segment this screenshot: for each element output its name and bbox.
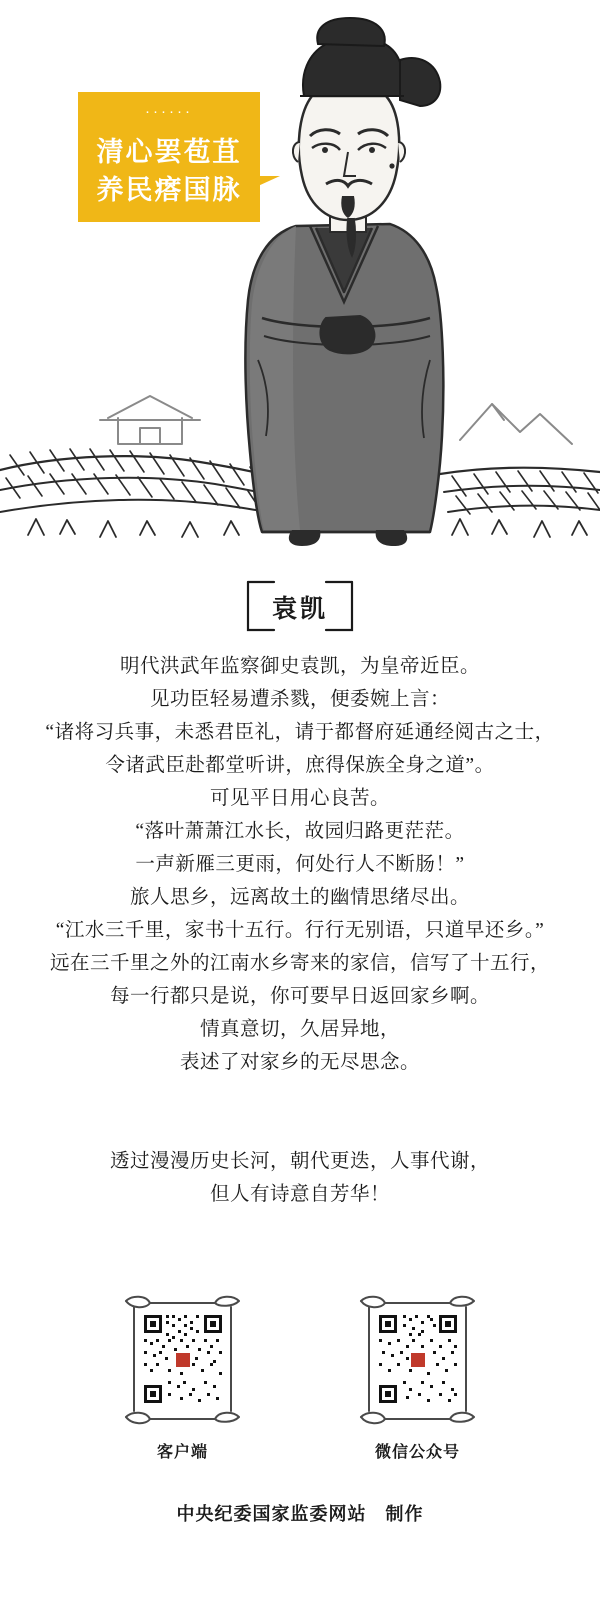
callout-line-2: 养民瘩国脉 [96,175,242,205]
article-line: 令诸武臣赴都堂听讲，庶得保族全身之道”。 [105,755,495,776]
footer-credit: 中央纪委国家监委网站 制作 [176,1504,424,1524]
article-line: 一声新雁三更雨，何处行人不断肠！” [135,854,465,875]
nameplate-area [0,580,600,650]
article-line: 可见平日用心良苦。 [209,788,390,809]
qr-block-app [120,1289,245,1462]
article-line: 情真意切，久居异地， [199,1019,400,1040]
callout-line-1: 清心罢苞苴 [96,137,242,167]
qr-block-wechat [355,1289,480,1462]
callout-tail [258,176,280,196]
scroll-frame [355,1289,480,1429]
article-line: 旅人思乡，远离故土的幽情思绪尽出。 [129,887,470,908]
ink-illustration [0,0,600,560]
scroll-frame [120,1289,245,1429]
article-line: “诸将习兵事，未悉君臣礼，请于都督府延通经阅古之士， [45,722,555,743]
article-line: “江水三千里，家书十五行。行行无别语，只道早还乡。” [55,920,545,941]
callout-dots: ······ [145,103,193,120]
qr-caption: 客户端 [156,1444,208,1461]
nameplate [244,580,356,632]
article-line: 远在三千里之外的江南水乡寄来的家信，信写了十五行， [49,953,550,974]
qr-code-icon[interactable] [120,1289,245,1429]
article-line: 每一行都只是说，你可要早日返回家乡啊。 [109,986,490,1007]
article-line: 表述了对家乡的无尽思念。 [179,1052,420,1073]
article-line: 见功臣轻易遭杀戮，便委婉上言： [149,689,450,710]
qr-code-icon[interactable] [355,1289,480,1429]
illustration-area [0,0,600,560]
qr-section [0,1289,600,1462]
quote-callout [78,92,260,222]
article-line: “落叶萧萧江水长，故园归路更茫茫。 [135,821,465,842]
qr-caption: 微信公众号 [374,1444,460,1461]
article-spacer [0,1079,600,1112]
article-closing-line: 透过漫漫历史长河，朝代更迭，人事代谢， [109,1151,490,1172]
article-closing-line: 但人有诗意自芳华！ [209,1184,390,1205]
article-line: 明代洪武年监察御史袁凯，为皇帝近臣。 [119,656,480,677]
nameplate-text: 袁凯 [271,596,328,623]
article-spacer [0,1112,600,1145]
article-body [0,650,600,1211]
